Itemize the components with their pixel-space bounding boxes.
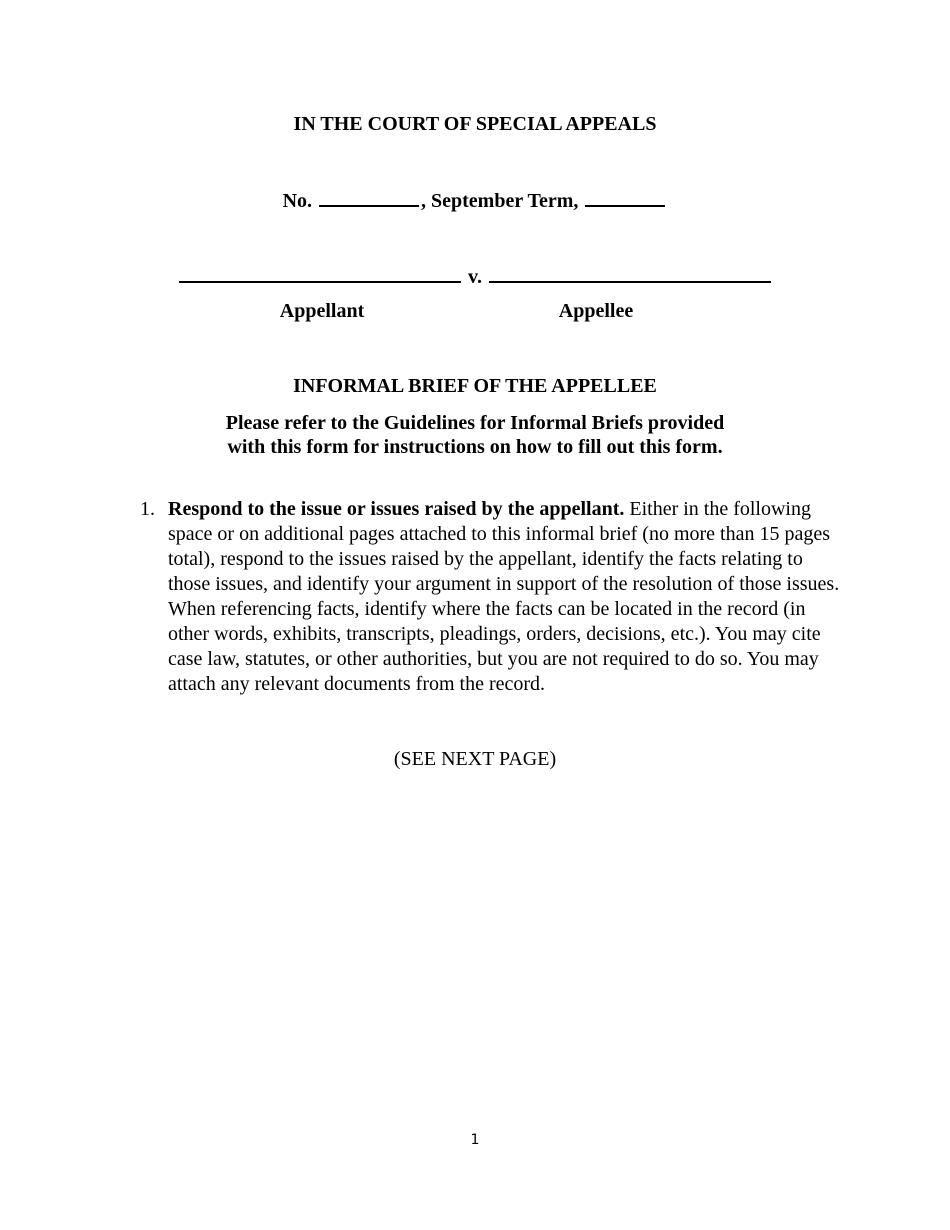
brief-title: INFORMAL BRIEF OF THE APPELLEE bbox=[293, 375, 657, 397]
parties-line bbox=[0, 263, 950, 289]
term-year-field[interactable] bbox=[585, 187, 665, 207]
instructions-line-2: with this form for instructions on how to fill out this form. bbox=[227, 436, 723, 458]
page-number: 1 bbox=[470, 1132, 480, 1148]
item-number: 1. bbox=[140, 498, 155, 520]
appellant-label: Appellant bbox=[279, 300, 365, 322]
appellee-label: Appellee bbox=[558, 300, 634, 322]
case-number-field[interactable] bbox=[319, 187, 419, 207]
court-title: IN THE COURT OF SPECIAL APPEALS bbox=[293, 113, 657, 135]
instructions-line-1: Please refer to the Guidelines for Informal Briefs provided bbox=[225, 412, 725, 434]
versus-label: v. bbox=[468, 266, 482, 288]
item-paragraph bbox=[168, 497, 840, 697]
term-label: , September Term, bbox=[421, 190, 579, 212]
item-heading: Respond to the issue or issues raised by the appellant. bbox=[168, 498, 625, 520]
case-number-label: No. bbox=[282, 190, 313, 212]
item-body: Either in the following space or on additional pages attached to this informal brief (no more than 15 pages total), respond to the issues raised by the appellant, identify the facts relating to those issues, and identify your argument in support of the resolution of those issues. When referencing facts, identify where the facts can be located in the record (in other words, exhibits, transcripts, pleadings, orders, decisions, etc.). You may cite case law, statutes, or other authorities, but you are not required to do so. You may attach any relevant documents from the record. bbox=[168, 498, 840, 695]
appellant-name-field[interactable] bbox=[179, 263, 461, 283]
see-next-page: (SEE NEXT PAGE) bbox=[393, 748, 557, 770]
appellee-name-field[interactable] bbox=[489, 263, 771, 283]
case-number-line bbox=[0, 187, 950, 213]
